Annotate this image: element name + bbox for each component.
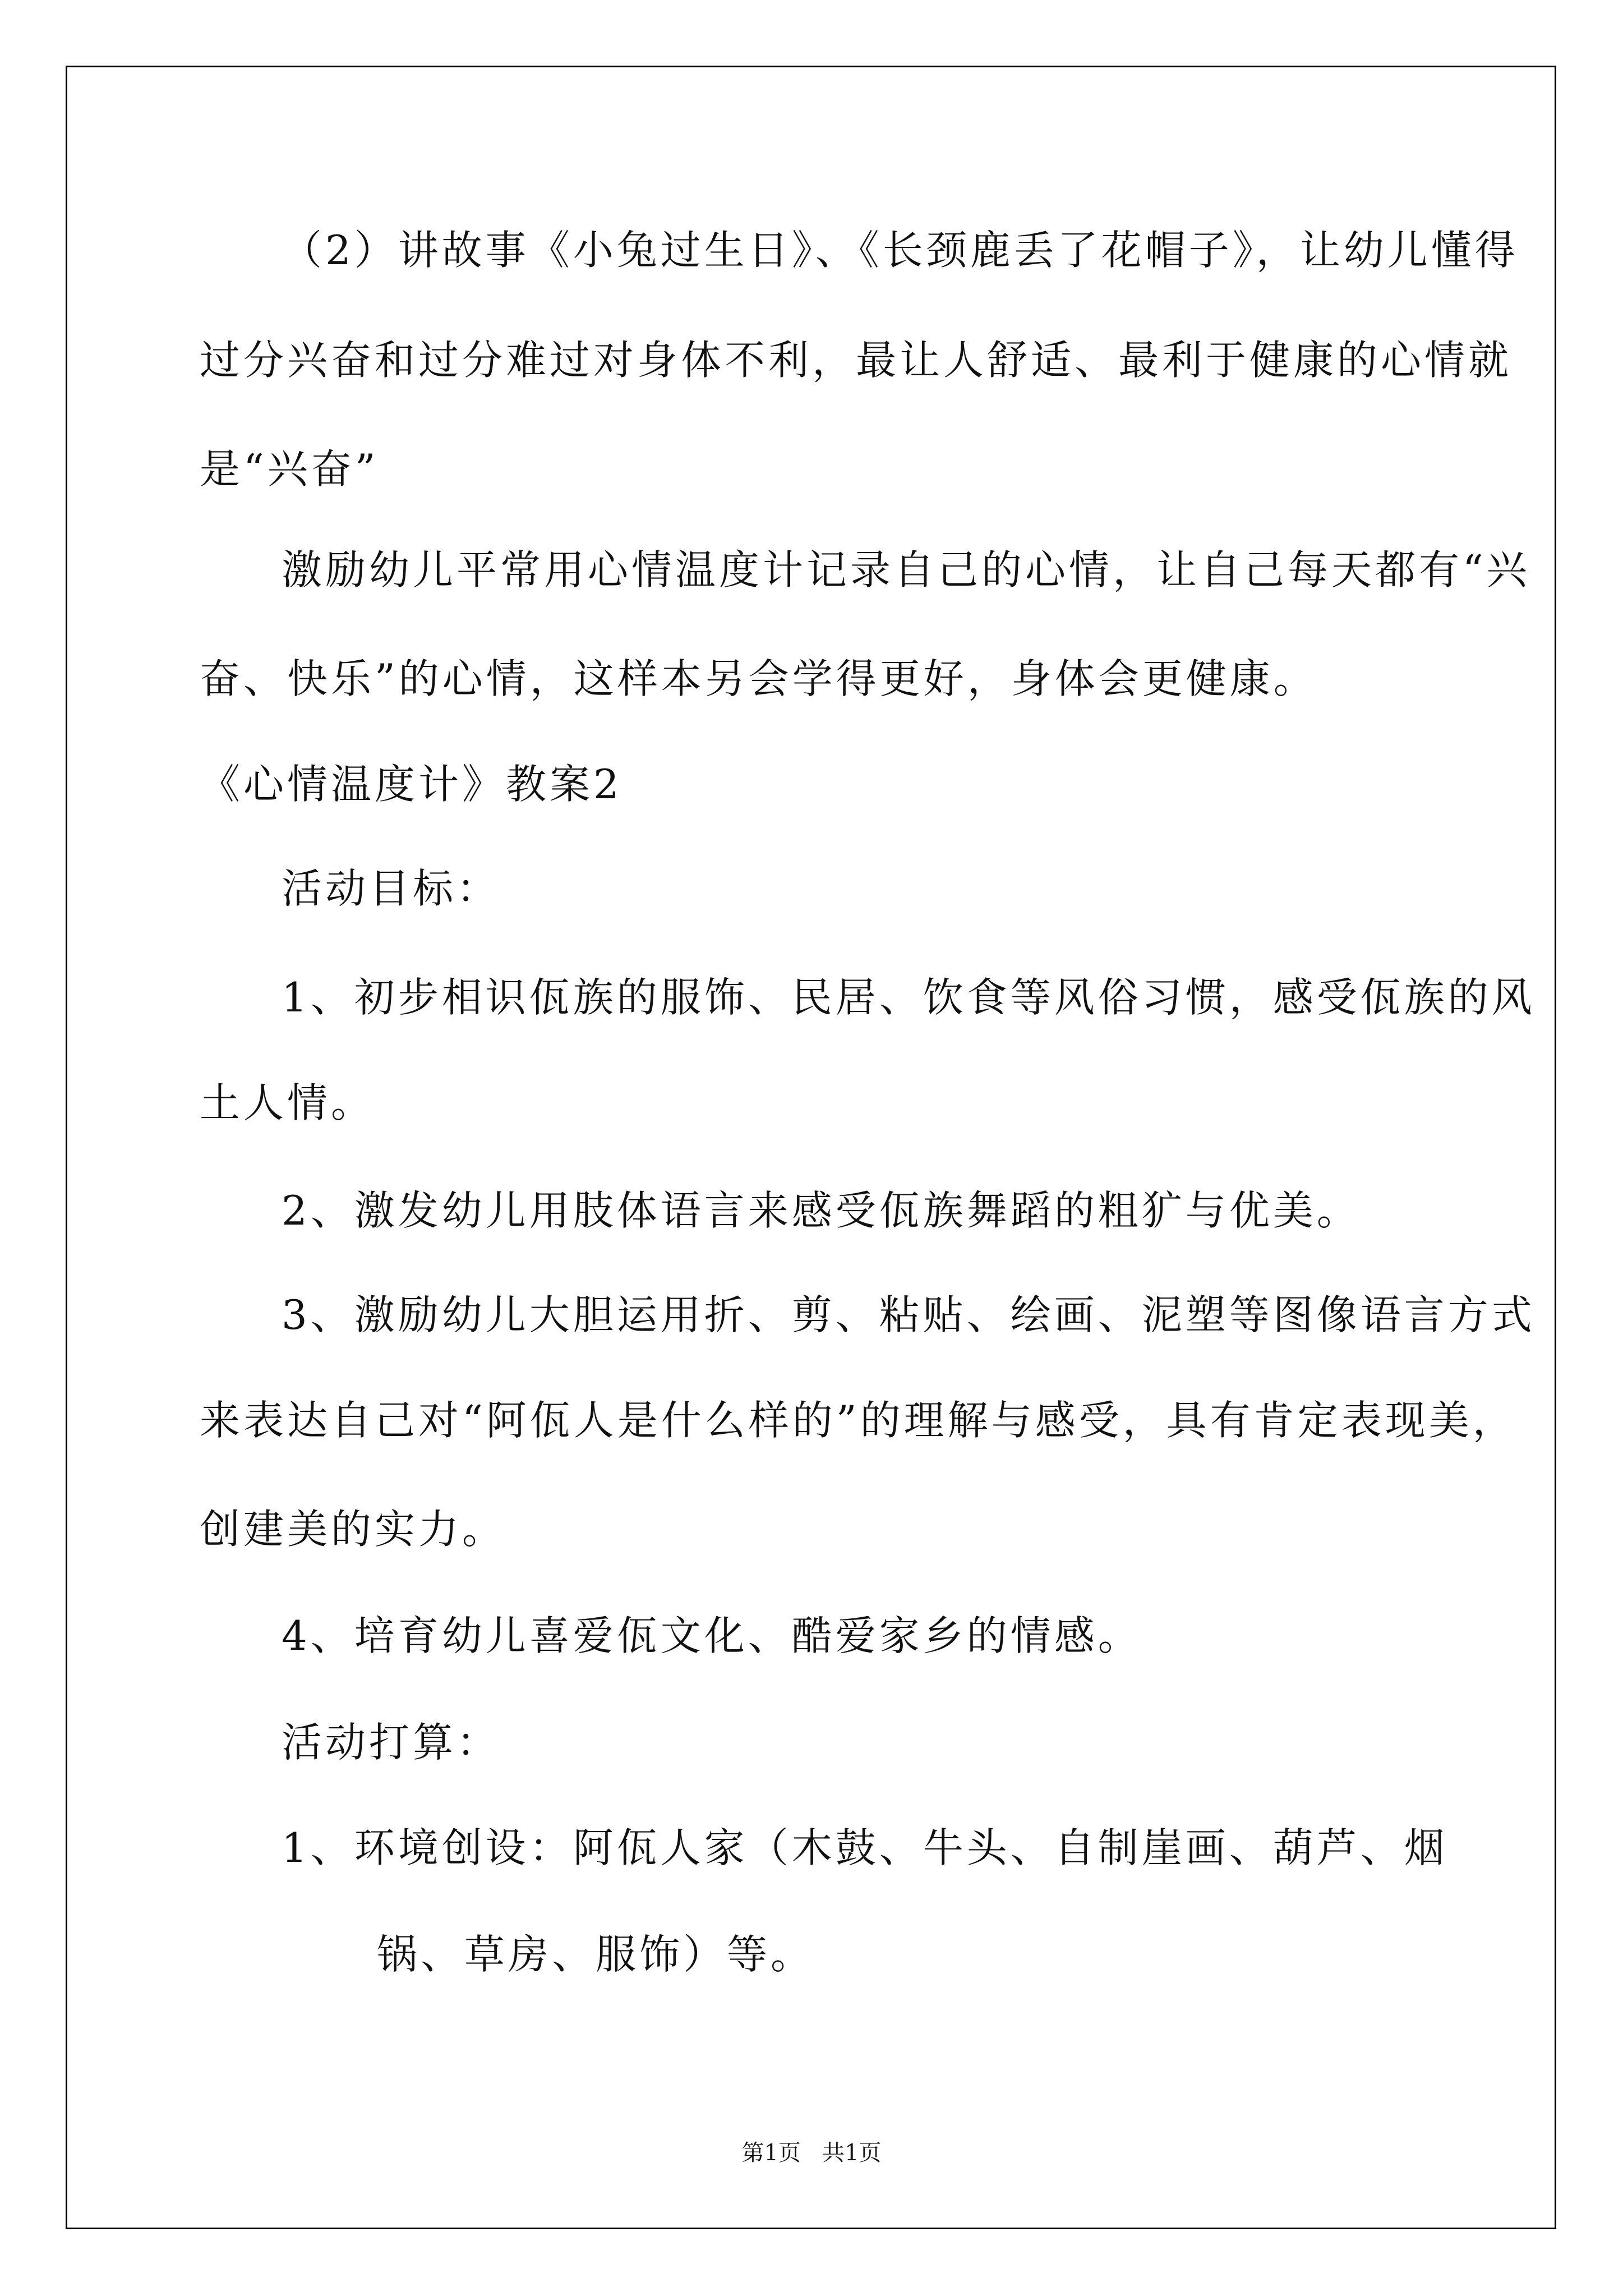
paragraph-line: 是“兴奋” bbox=[200, 445, 379, 493]
paragraph-line: 奋、快乐”的心情，这样本另会学得更好，身体会更健康。 bbox=[200, 655, 1317, 702]
paragraph-line: （2）讲故事《小兔过生日》、《长颈鹿丢了花帽子》，让幼儿懂得 bbox=[282, 227, 1519, 274]
paragraph-line: 来表达自己对“阿佤人是什么样的”的理解与感受，具有肯定表现美， bbox=[200, 1397, 1516, 1444]
paragraph-line: 活动打算： bbox=[282, 1719, 501, 1766]
paragraph-line: 过分兴奋和过分难过对身体不利，最让人舒适、最利于健康的心情就 bbox=[200, 337, 1513, 384]
paragraph-line: 锅、草房、服饰）等。 bbox=[377, 1931, 815, 1978]
section-heading: 《心情温度计》教案2 bbox=[200, 761, 623, 808]
paragraph-line: 创建美的实力。 bbox=[200, 1506, 506, 1553]
paragraph-line: 激励幼儿平常用心情温度计记录自己的心情，让自己每天都有“兴 bbox=[282, 546, 1530, 593]
paragraph-line: 土人情。 bbox=[200, 1079, 375, 1126]
paragraph-line: 活动目标： bbox=[282, 865, 501, 912]
list-item: 3、激励幼儿大胆运用折、剪、粘贴、绘画、泥塑等图像语言方式 bbox=[282, 1291, 1536, 1338]
list-item: 4、培育幼儿喜爱佤文化、酷爱家乡的情感。 bbox=[282, 1612, 1142, 1659]
list-item: 1、环境创设：阿佤人家（木鼓、牛头、自制崖画、葫芦、烟 bbox=[282, 1824, 1448, 1871]
list-item: 2、激发幼儿用肢体语言来感受佤族舞蹈的粗犷与优美。 bbox=[282, 1187, 1361, 1234]
list-item: 1、初步相识佤族的服饰、民居、饮食等风俗习惯，感受佤族的风 bbox=[282, 974, 1536, 1021]
page-footer: 第1页 共1页 bbox=[741, 2140, 882, 2166]
